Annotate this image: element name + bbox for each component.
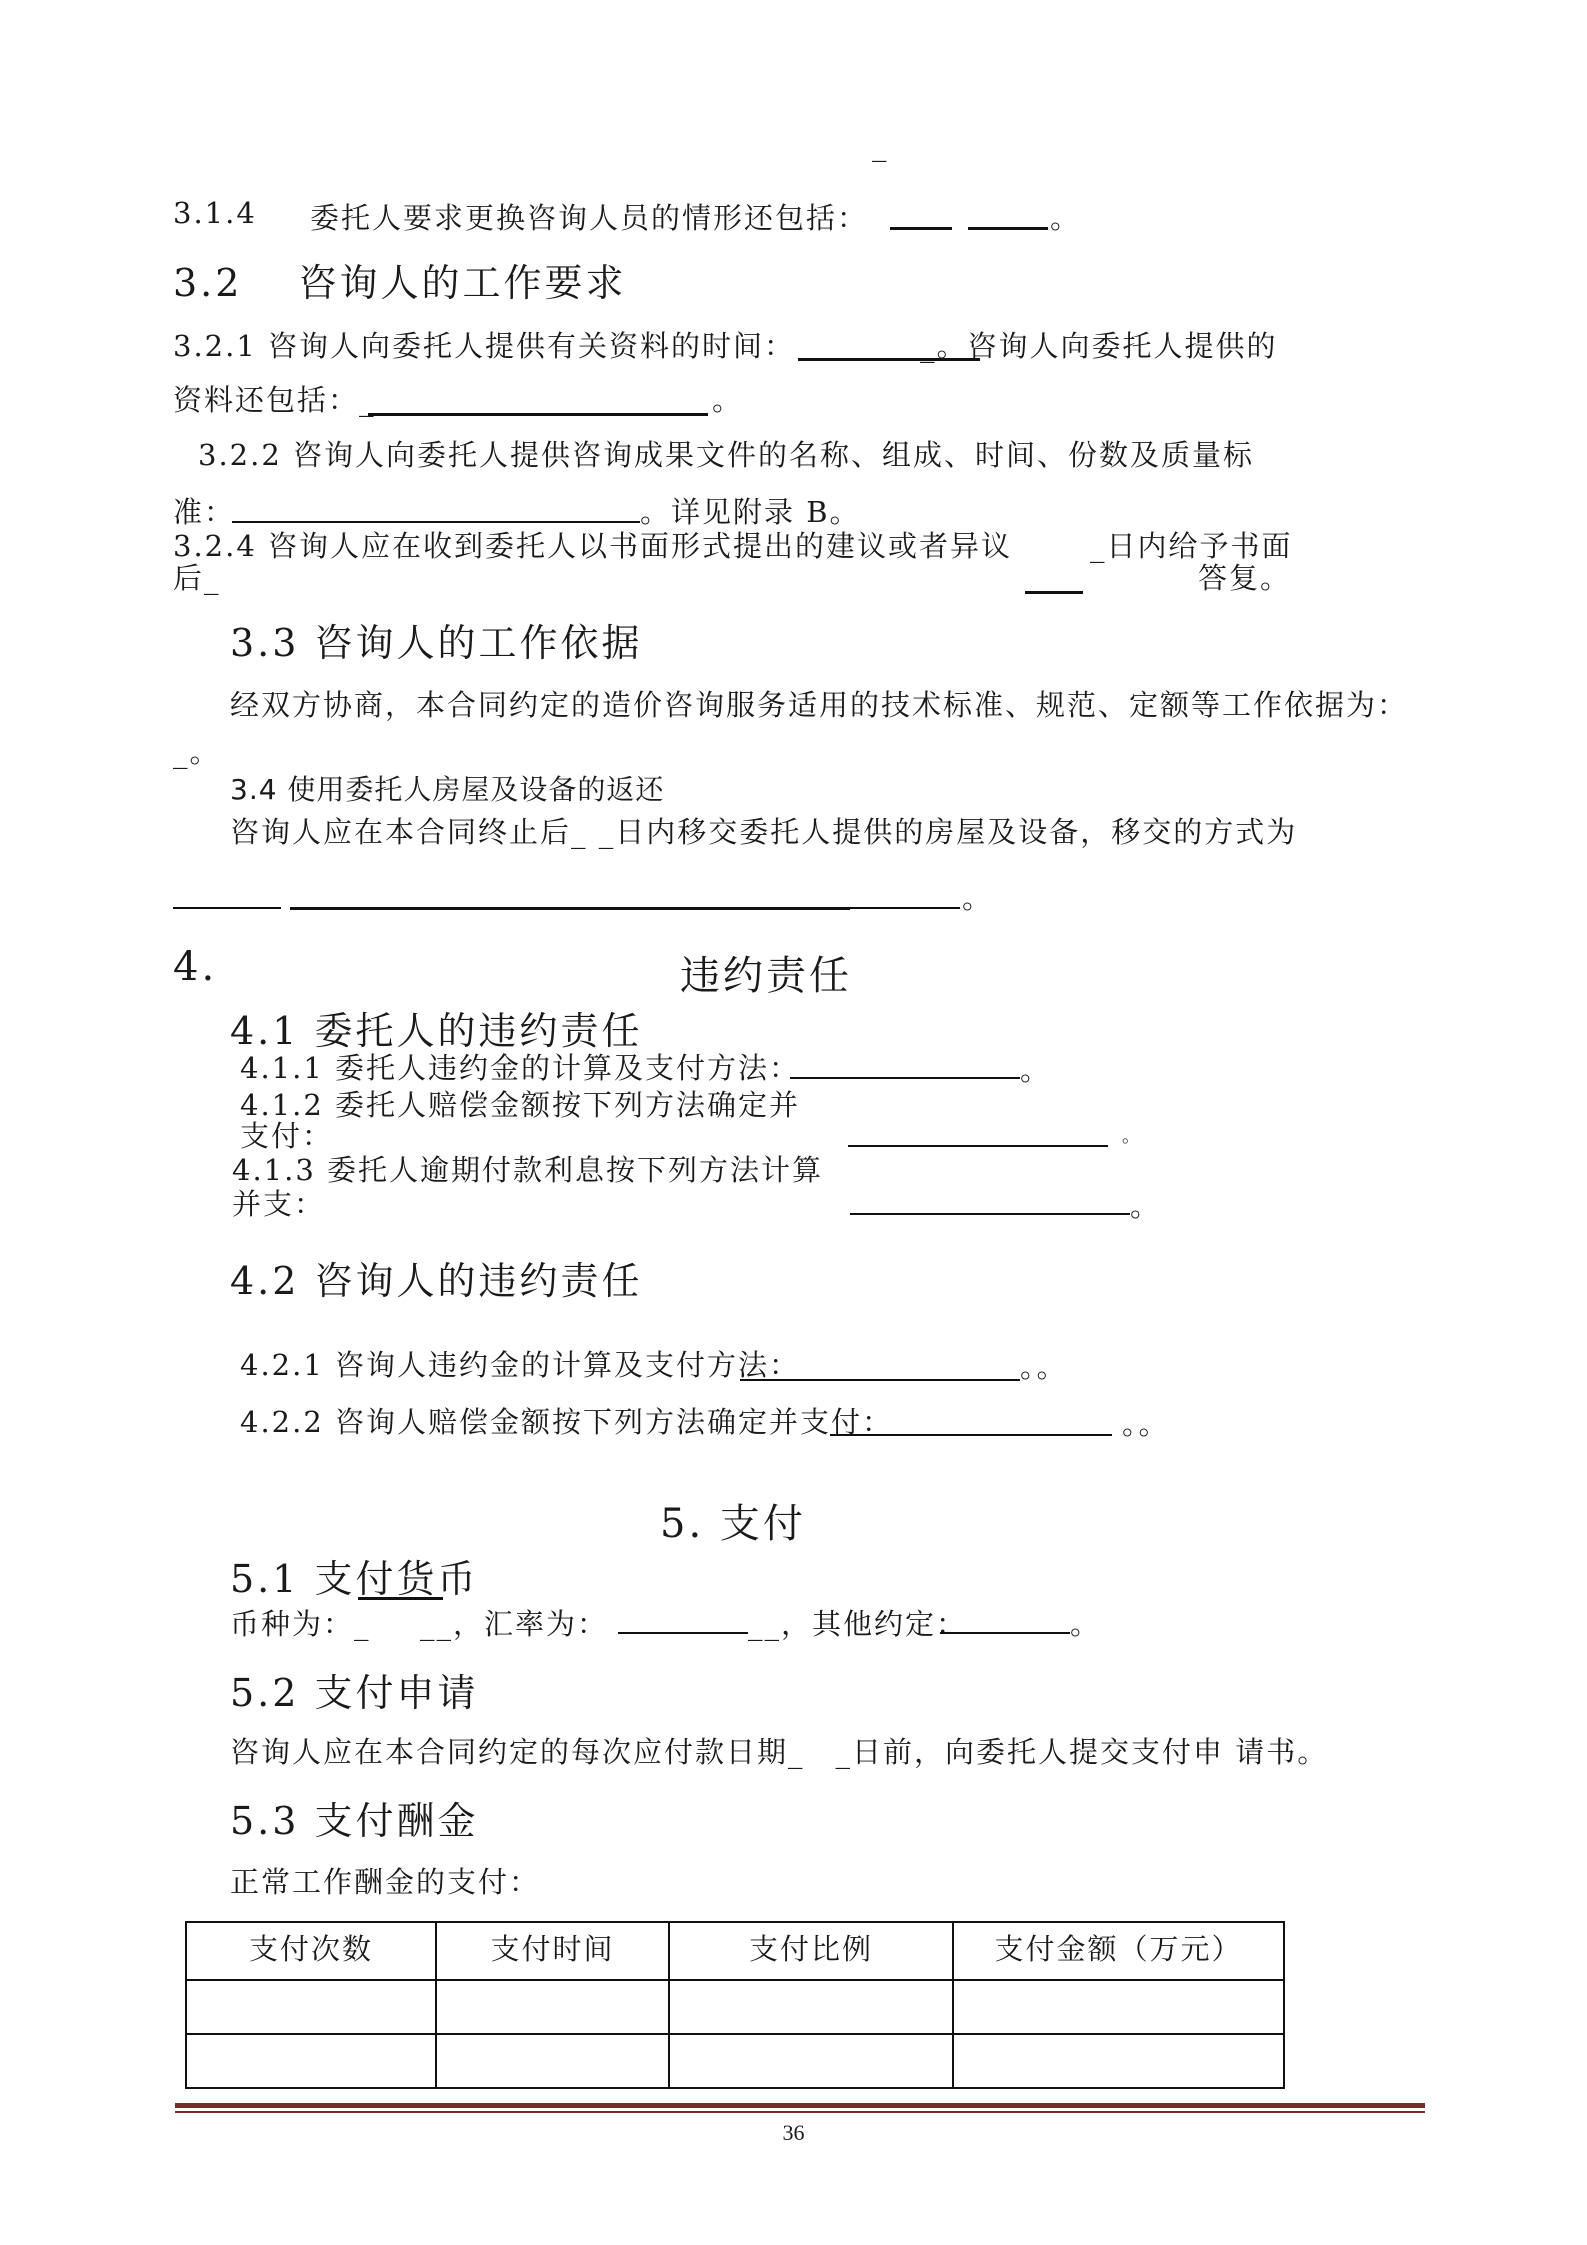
heading-3-3: 3.3 咨询人的工作依据: [230, 621, 643, 665]
blank-line: [790, 1077, 1020, 1079]
clause-3-2-2-line2a: 准：: [173, 495, 236, 529]
table-cell: [436, 1980, 669, 2034]
section-5-heading: 5. 支付: [660, 1501, 806, 1547]
payment-currency-d: 。: [1070, 1607, 1102, 1641]
clause-4-1-1-end: 。: [1020, 1053, 1052, 1087]
clause-3-4-end: 。: [962, 881, 994, 915]
clause-3-2-4-c: 后_: [173, 561, 221, 595]
section-4-number: 4.: [173, 944, 218, 990]
table-row: [186, 2034, 1284, 2088]
clause-4-2-1: 4.2.1 咨询人违约金的计算及支付方法：: [240, 1348, 801, 1382]
payment-application-text: 咨询人应在本合同约定的每次应付款日期_ _日前，向委托人提交支付申 请书。: [230, 1735, 1329, 1769]
table-header-time: 支付时间: [436, 1922, 669, 1980]
clause-3-1-4-end: 。: [1050, 201, 1082, 235]
footer-rule-thin: [175, 2111, 1425, 2113]
table-header-amount: 支付金额（万元）: [953, 1922, 1284, 1980]
clause-3-1-4-text: 委托人要求更换咨询人员的情形还包括：: [310, 201, 869, 235]
clause-3-2-1-line2: 资料还包括：_: [173, 383, 376, 417]
blank-line: [740, 1379, 1020, 1381]
heading-3-2: 3.2 咨询人的工作要求: [173, 261, 627, 305]
heading-5-1: 5.1 支付货币: [230, 1557, 479, 1601]
table-header-count: 支付次数: [186, 1922, 436, 1980]
clause-3-2-1-mid: _。咨询人向委托人提供的: [920, 329, 1278, 363]
payment-currency-a: 币种为：_: [230, 1607, 371, 1641]
clause-3-4-line1: 咨询人应在本合同终止后_ _日内移交委托人提供的房屋及设备，移交的方式为: [230, 815, 1298, 849]
blank-line: [618, 1632, 748, 1634]
table-row: [186, 1980, 1284, 2034]
clause-4-2-1-end: 。。: [1020, 1350, 1068, 1384]
clause-4-1-3-end: 。: [1130, 1189, 1162, 1223]
table-header-ratio: 支付比例: [669, 1922, 953, 1980]
blank-line: [968, 227, 1048, 230]
heading-4-2: 4.2 咨询人的违约责任: [230, 1259, 643, 1303]
clause-4-2-2-end: 。。: [1122, 1407, 1170, 1441]
clause-3-2-2-line1: 3.2.2 咨询人向委托人提供咨询成果文件的名称、组成、时间、份数及质量标: [198, 438, 1255, 472]
heading-5-2: 5.2 支付申请: [230, 1671, 479, 1715]
clause-3-2-1-line1: 3.2.1 咨询人向委托人提供有关资料的时间：: [173, 329, 796, 363]
clause-4-1-3-line2: 并支：: [232, 1187, 326, 1221]
clause-4-2-2: 4.2.2 咨询人赔偿金额按下列方法确定并支付：: [240, 1405, 894, 1439]
payment-currency-c: __，其他约定：: [748, 1607, 968, 1641]
blank-line: [173, 907, 281, 909]
blank-line: [232, 521, 640, 523]
heading-4-1: 4.1 委托人的违约责任: [230, 1009, 643, 1053]
blank-line: [850, 1213, 1130, 1215]
clause-3-2-4-b: _日内给予书面: [1090, 529, 1293, 563]
blank-line: [290, 907, 850, 910]
footer-rule: [175, 2103, 1425, 2108]
clause-3-2-4-a: 3.2.4 咨询人应在收到委托人以书面形式提出的建议或者异议: [173, 529, 1013, 563]
table-cell: [186, 2034, 436, 2088]
clause-4-1-2-line1: 4.1.2 委托人赔偿金额按下列方法确定并: [240, 1088, 801, 1122]
blank-line: [850, 907, 960, 909]
payment-remuneration-text: 正常工作酬金的支付：: [230, 1865, 541, 1899]
clause-3-3-line2: _。: [173, 735, 221, 769]
blank-line: [830, 1434, 1112, 1436]
clause-4-1-3-line1: 4.1.3 委托人逾期付款利息按下列方法计算: [232, 1153, 824, 1187]
clause-3-2-4-d: 答复。: [1198, 561, 1292, 595]
blank-line: [848, 1145, 1108, 1147]
clause-4-1-2-line2: 支付：: [240, 1119, 334, 1153]
heading-5-3: 5.3 支付酬金: [230, 1799, 479, 1843]
clause-3-2-2-line2b: 。详见附录 B。: [640, 495, 861, 529]
blank-line: [940, 1632, 1070, 1634]
blank-line: [368, 413, 708, 416]
clause-4-1-2-end: 。: [1122, 1126, 1140, 1147]
section-4-title: 违约责任: [680, 953, 852, 999]
blank-line: [1025, 591, 1083, 594]
clause-4-1-1: 4.1.1 委托人违约金的计算及支付方法：: [240, 1051, 801, 1085]
header-mark: _: [872, 128, 889, 162]
table-cell: [436, 2034, 669, 2088]
table-cell: [953, 2034, 1284, 2088]
table-cell: [186, 1980, 436, 2034]
payment-currency-b: __，汇率为：: [420, 1607, 609, 1641]
payment-table: [185, 1921, 1285, 2089]
clause-3-2-1-end: 。: [712, 383, 744, 417]
page-number: 36: [782, 2120, 805, 2145]
clause-3-1-4-number: 3.1.4: [173, 196, 257, 230]
table-cell: [669, 2034, 953, 2088]
blank-line: [890, 227, 952, 230]
clause-3-3-line1: 经双方协商，本合同约定的造价咨询服务适用的技术标准、规范、定额等工作依据为：: [230, 688, 1409, 722]
heading-3-4: 3.4 使用委托人房屋及设备的返还: [230, 773, 665, 806]
blank-line: [358, 1597, 443, 1600]
table-cell: [669, 1980, 953, 2034]
table-cell: [953, 1980, 1284, 2034]
